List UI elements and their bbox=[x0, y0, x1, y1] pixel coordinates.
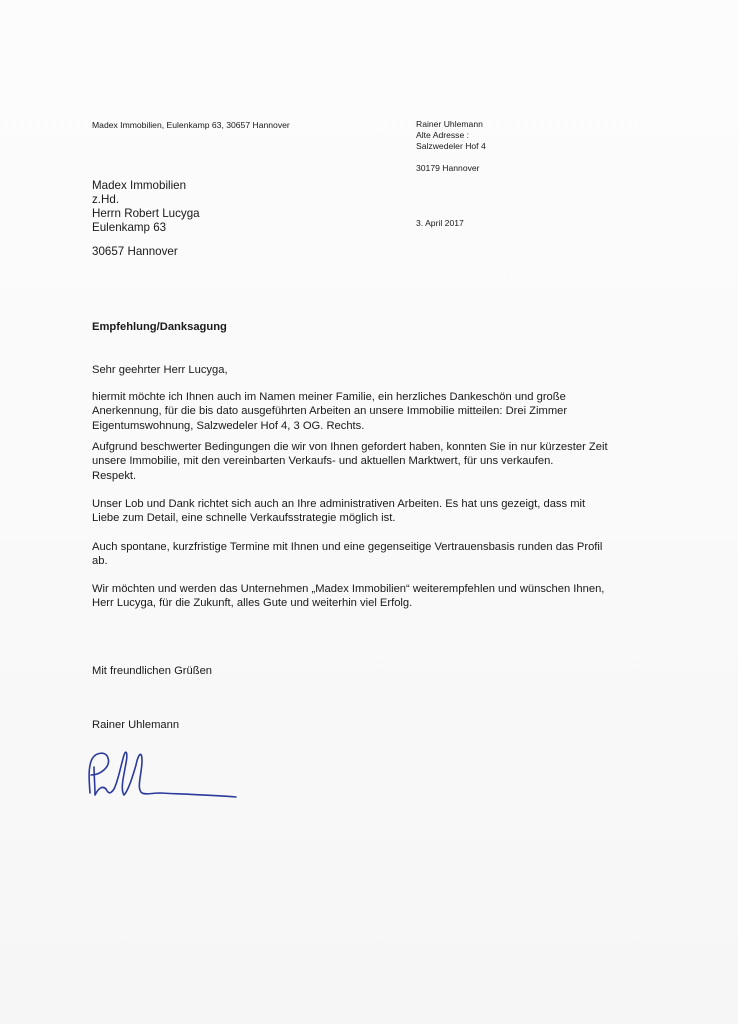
paragraph bbox=[92, 540, 662, 569]
recipient-street: Eulenkamp 63 bbox=[92, 221, 167, 234]
sender-name: Rainer Uhlemann bbox=[416, 119, 483, 129]
paragraph bbox=[92, 582, 662, 611]
recipient-city: 30657 Hannover bbox=[92, 245, 178, 258]
handwritten-signature bbox=[80, 745, 240, 805]
paragraph-line: unsere Immobilie, mit den vereinbarten Verkaufs- und aktuellen Marktwert, für uns verkaufen. bbox=[92, 455, 554, 468]
sender-street: Salzwedeler Hof 4 bbox=[416, 141, 486, 151]
paragraph-line: hiermit möchte ich Ihnen auch im Namen meiner Familie, ein herzliches Dankeschön und große bbox=[92, 391, 566, 403]
letter-salutation: Sehr geehrter Herr Lucyga, bbox=[92, 364, 228, 376]
letter-closing: Mit freundlichen Grüßen bbox=[92, 665, 213, 677]
paragraph bbox=[92, 390, 662, 433]
recipient-company: Madex Immobilien bbox=[92, 179, 187, 192]
letter-date: 3. April 2017 bbox=[416, 218, 464, 228]
signature-stroke bbox=[89, 752, 236, 797]
paragraph-line: Anerkennung, für die bis dato ausgeführten Arbeiten an unsere Immobilie mitteilen: Drei Zimmer bbox=[92, 405, 568, 418]
paragraph bbox=[92, 440, 662, 483]
paragraph-line: Herr Lucyga, für die Zukunft, alles Gute und weiterhin viel Erfolg. bbox=[92, 597, 413, 610]
paragraph-line: Respekt. bbox=[92, 469, 137, 482]
signer-name: Rainer Uhlemann bbox=[92, 719, 180, 731]
paragraph-line: Wir möchten und werden das Unternehmen „Madex Immobilien“ weiterempfehlen und wünschen Ihnen, bbox=[92, 583, 605, 595]
paragraph-line: Auch spontane, kurzfristige Termine mit Ihnen und eine gegenseitige Vertrauensbasis runden das Profil bbox=[92, 541, 603, 553]
return-address-line: Madex Immobilien, Eulenkamp 63, 30657 Hannover bbox=[92, 120, 290, 130]
paragraph-line: Eigentumswohnung, Salzwedeler Hof 4, 3 OG. Rechts. bbox=[92, 419, 365, 432]
sender-label: Alte Adresse : bbox=[416, 130, 470, 140]
paragraph-line: Liebe zum Detail, eine schnelle Verkaufsstrategie möglich ist. bbox=[92, 512, 396, 525]
paragraph-line: Aufgrund beschwerter Bedingungen die wir von Ihnen gefordert haben, konnten Sie in nur kürzester Zeit bbox=[92, 441, 608, 453]
paragraph-line: ab. bbox=[92, 555, 108, 568]
recipient-attention: z.Hd. bbox=[92, 193, 120, 206]
sender-city: 30179 Hannover bbox=[416, 163, 480, 173]
recipient-person: Herrn Robert Lucyga bbox=[92, 207, 200, 220]
paragraph bbox=[92, 497, 662, 526]
letter-subject: Empfehlung/Danksagung bbox=[92, 321, 227, 333]
paragraph-line: Unser Lob und Dank richtet sich auch an Ihre administrativen Arbeiten. Es hat uns gezeigt, dass mit bbox=[92, 498, 586, 510]
